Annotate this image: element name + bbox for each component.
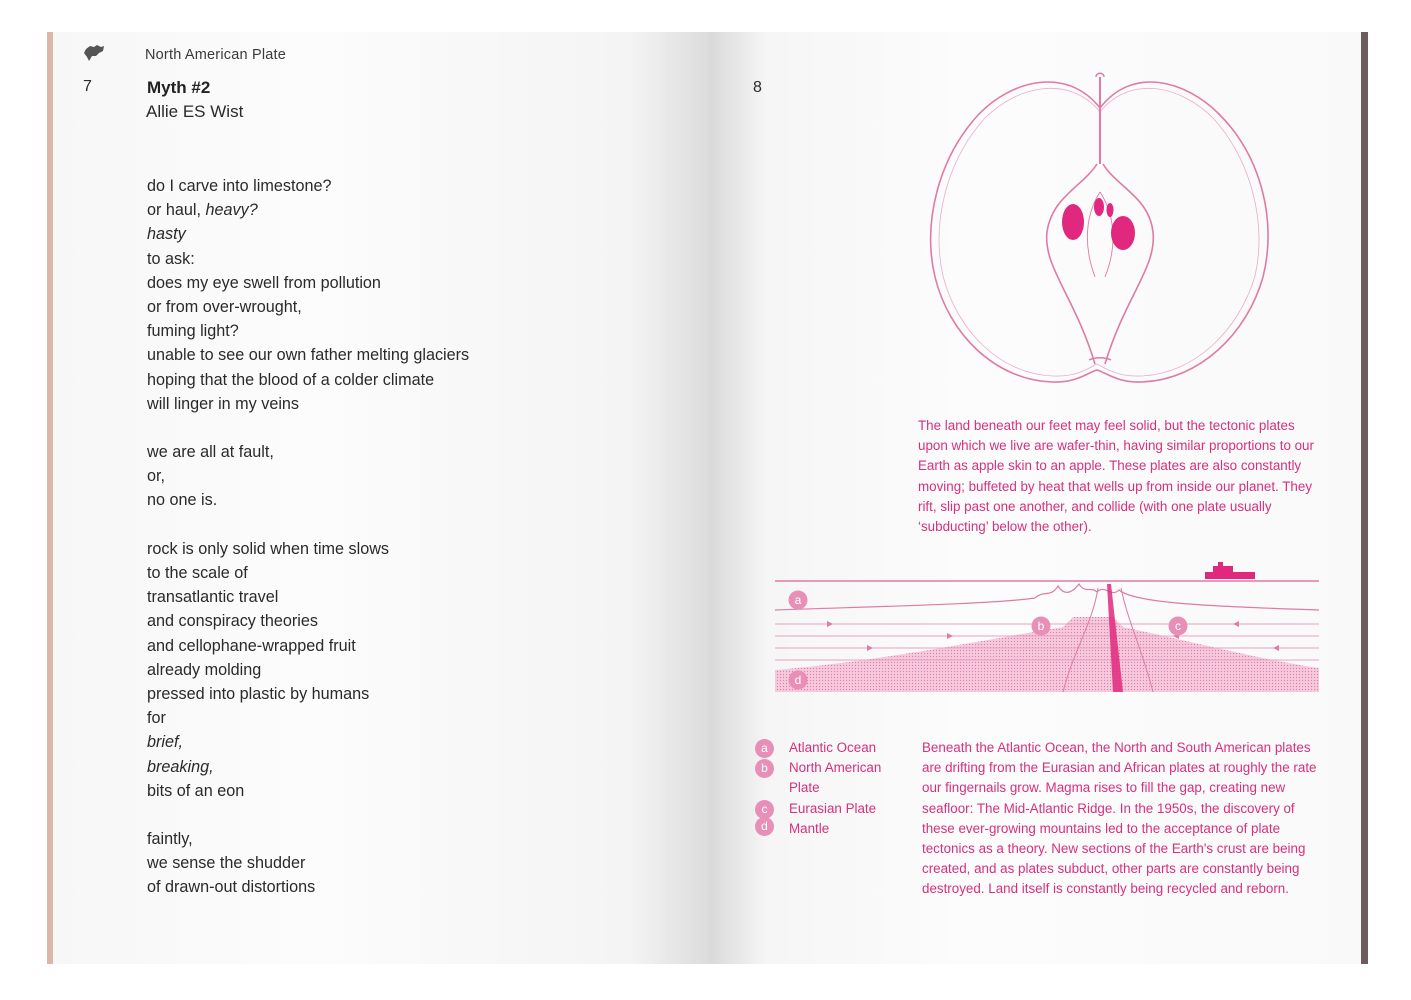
diagram-legend (755, 738, 909, 839)
poem-line: does my eye swell from pollution (147, 273, 381, 292)
poem-line: unable to see our own father melting glaciers (147, 346, 470, 365)
poem-line: transatlantic travel (147, 588, 279, 607)
diagram-label-d: d (794, 673, 802, 687)
poem-text-italic: hasty (147, 225, 186, 244)
page-number: 7 (83, 78, 92, 95)
continent-logo-icon (83, 44, 105, 62)
poem-line: we are all at fault, (147, 443, 274, 462)
poem-text-italic: brief, (147, 733, 183, 752)
poem-line: already molding (147, 660, 262, 679)
legend-badge: c (755, 800, 774, 819)
poem-line (147, 222, 469, 246)
page-number: 8 (753, 79, 762, 96)
poem-line: and cellophane-wrapped fruit (147, 636, 356, 655)
running-head: North American Plate (145, 47, 287, 63)
mid-atlantic-ridge-diagram (773, 562, 1323, 694)
poem-line: we sense the shudder (147, 854, 306, 873)
apple-caption: The land beneath our feet may feel solid, but the tectonic plates upon which we live are wafer-thin, having similar proportions to our Earth as apple skin to an apple. These plates are also constantly moving; buffeted by heat that wells up from inside our planet. They rift, slip past one another, and collide (with one plate usually ‘subducting’ below the other). (918, 418, 1314, 535)
left-page (47, 32, 709, 964)
stanza-break (147, 513, 469, 537)
poem-line: or from over-wrought, (147, 297, 302, 316)
stanza-break (147, 416, 469, 440)
poem-text-italic: breaking, (147, 757, 214, 776)
diagram-label-c: c (1175, 619, 1181, 633)
poem-line: bits of an eon (147, 781, 245, 800)
poem-author: Allie ES Wist (146, 102, 244, 121)
stanza-break (147, 803, 469, 827)
poem-line: or, (147, 467, 165, 486)
poem-line: to the scale of (147, 564, 248, 582)
poem-line: no one is. (147, 491, 218, 510)
legend-label: Mantle (789, 820, 830, 836)
book-spread (47, 32, 1368, 964)
legend-label: North American Plate (789, 760, 882, 796)
poem-line: of drawn-out distortions (147, 878, 316, 897)
poem-title: Myth #2 (147, 78, 211, 97)
poem-line: rock is only solid when time slows (147, 539, 389, 558)
right-page (709, 32, 1368, 964)
poem-line: will linger in my veins (147, 394, 300, 413)
poem-line: pressed into plastic by humans (147, 684, 370, 703)
poem-line (147, 198, 469, 222)
diagram-label-a: a (794, 593, 802, 607)
apple-cross-section-illustration (917, 72, 1277, 392)
legend-item (755, 819, 909, 839)
poem-line (147, 755, 469, 779)
ship-icon (1205, 562, 1255, 579)
poem-line: hoping that the blood of a colder climate (147, 370, 435, 389)
poem-line: fuming light? (147, 322, 239, 341)
poem-line: faintly, (147, 830, 193, 849)
legend-item (755, 738, 909, 758)
legend-label: Eurasian Plate (789, 800, 877, 816)
poem-body (147, 174, 469, 900)
diagram-label-b: b (1037, 619, 1045, 633)
legend-label: Atlantic Ocean (789, 740, 877, 755)
poem-line: to ask: (147, 249, 195, 268)
legend-item (755, 799, 909, 819)
poem-text-italic: heavy? (205, 201, 258, 220)
legend-item (755, 758, 909, 798)
ridge-description: Beneath the Atlantic Ocean, the North and South American plates are drifting from the Eurasian and African plates at roughly the rate our fingernails grow. Magma rises to fill the gap, creating new seafloor: The Mid-Atlantic Ridge. In the 1950s, the discovery of these ever-growing mountains led to the acceptance of plate tectonics as a theory. New sections of the Earth's crust are being created, and as plates subduct, other parts are constantly being destroyed. Land itself is constantly being recycled and reborn. (922, 740, 1317, 897)
legend-badge: d (755, 817, 774, 836)
legend-badge: b (755, 759, 774, 778)
poem-line (147, 730, 469, 754)
poem-text: or haul, (147, 201, 206, 220)
poem-line: and conspiracy theories (147, 612, 318, 631)
poem-line: for (147, 709, 166, 728)
poem-line: do I carve into limestone? (147, 177, 332, 195)
legend-badge: a (755, 739, 774, 758)
